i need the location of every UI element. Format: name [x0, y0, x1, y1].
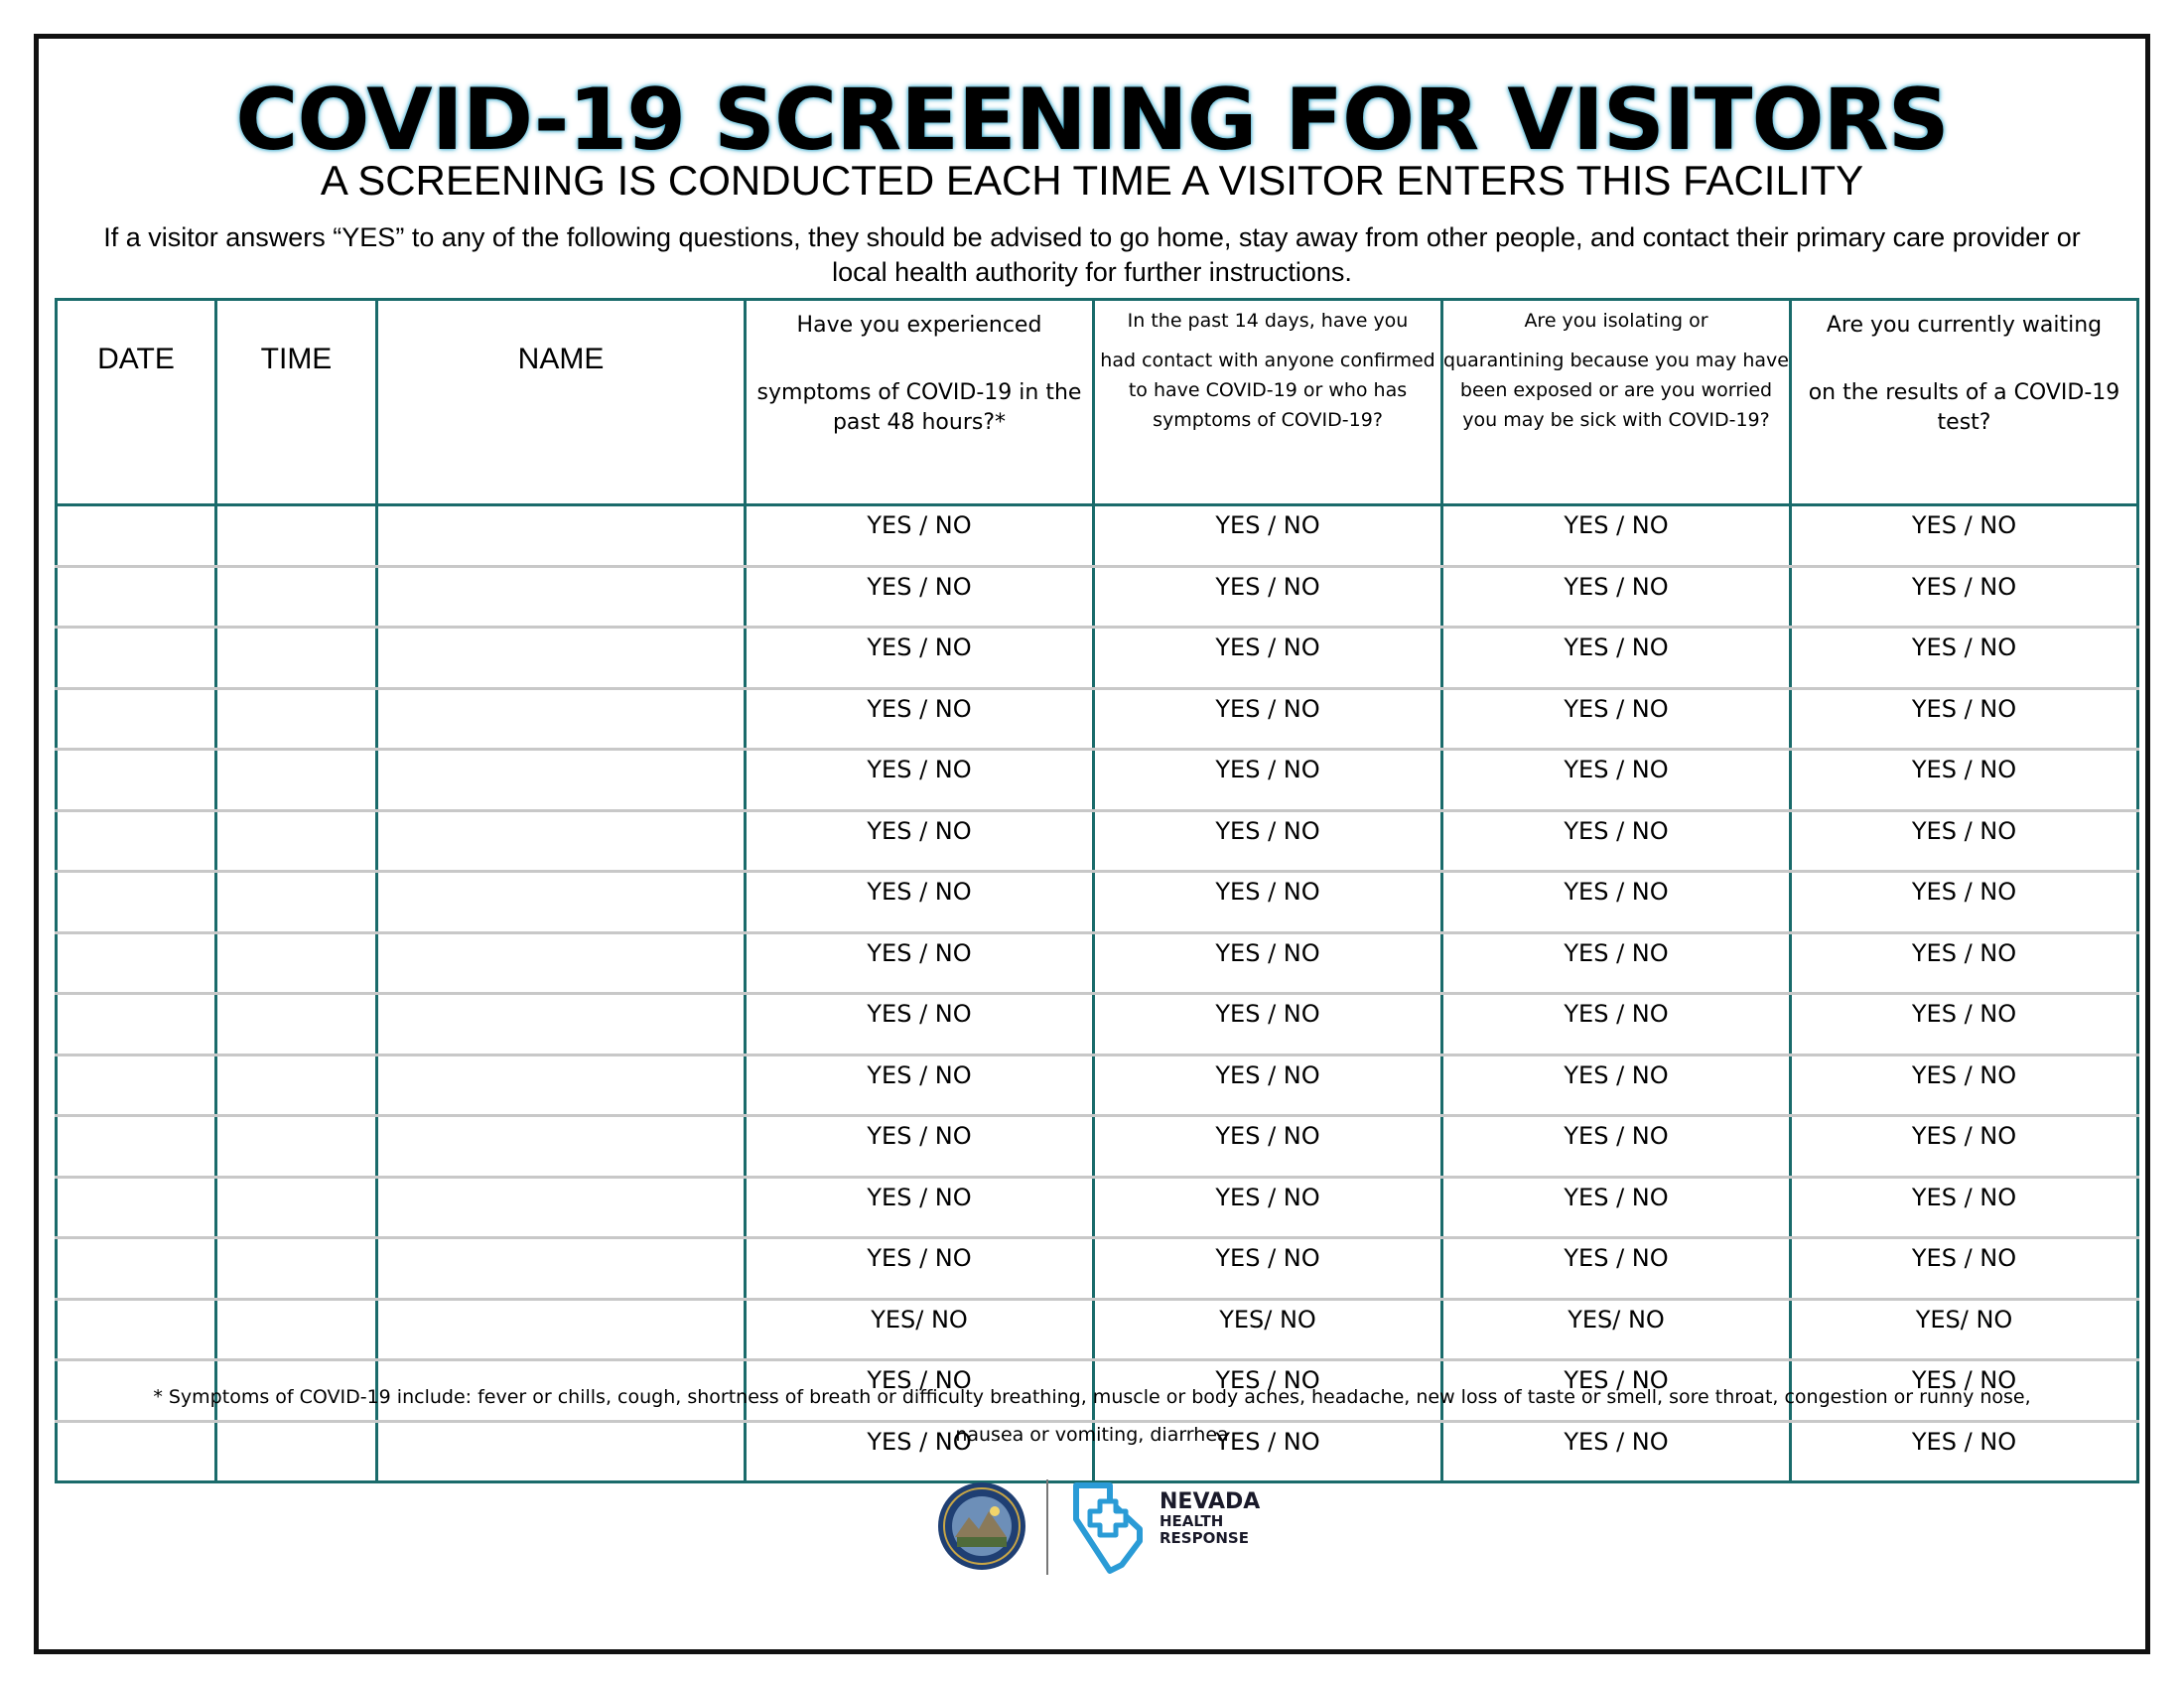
date-cell[interactable] — [57, 505, 216, 567]
yes-no-cell[interactable]: YES / NO — [1442, 688, 1791, 750]
yes-no-cell[interactable]: YES/ NO — [1094, 1299, 1442, 1360]
yes-no-cell[interactable]: YES / NO — [746, 1360, 1094, 1422]
yes-no-cell[interactable]: YES / NO — [746, 566, 1094, 628]
time-cell[interactable] — [216, 1177, 377, 1238]
time-cell[interactable] — [216, 505, 377, 567]
name-cell[interactable] — [377, 1177, 746, 1238]
yes-no-cell[interactable]: YES / NO — [746, 750, 1094, 811]
yes-no-cell[interactable]: YES / NO — [1442, 1360, 1791, 1422]
yes-no-cell[interactable]: YES / NO — [746, 505, 1094, 567]
table-row — [57, 994, 2138, 1055]
yes-no-cell[interactable]: YES / NO — [746, 872, 1094, 933]
yes-no-cell[interactable]: YES / NO — [1094, 505, 1442, 567]
yes-no-cell[interactable]: YES / NO — [746, 1116, 1094, 1178]
table-row — [57, 688, 2138, 750]
yes-no-cell[interactable]: YES / NO — [746, 810, 1094, 872]
name-cell[interactable] — [377, 1238, 746, 1300]
yes-no-cell[interactable]: YES/ NO — [746, 1299, 1094, 1360]
yes-no-cell[interactable]: YES / NO — [746, 994, 1094, 1055]
table-row — [57, 810, 2138, 872]
header-question-contact-line2: had contact with anyone confirmed to have COVID‐19 or who has symptoms of COVID‐19? — [1100, 350, 1435, 431]
date-cell[interactable] — [57, 872, 216, 933]
table-row — [57, 872, 2138, 933]
yes-no-cell[interactable]: YES / NO — [1094, 1177, 1442, 1238]
yes-no-cell[interactable]: YES / NO — [1791, 688, 2138, 750]
yes-no-cell[interactable]: YES / NO — [1094, 994, 1442, 1055]
yes-no-cell[interactable]: YES / NO — [1791, 750, 2138, 811]
table-row — [57, 750, 2138, 811]
yes-no-cell[interactable]: YES / NO — [1442, 872, 1791, 933]
date-cell[interactable] — [57, 932, 216, 994]
name-cell[interactable] — [377, 688, 746, 750]
yes-no-cell[interactable]: YES / NO — [1094, 1116, 1442, 1178]
name-cell[interactable] — [377, 1055, 746, 1116]
yes-no-cell[interactable]: YES / NO — [1442, 628, 1791, 689]
header-time: TIME — [216, 300, 377, 505]
header-question-contact — [1094, 300, 1442, 505]
yes-no-cell[interactable]: YES/ NO — [1442, 1299, 1791, 1360]
table-header-row — [57, 300, 2138, 505]
date-cell[interactable] — [57, 750, 216, 811]
time-cell[interactable] — [216, 566, 377, 628]
table-row — [57, 1116, 2138, 1178]
date-cell[interactable] — [57, 566, 216, 628]
yes-no-cell[interactable]: YES / NO — [1094, 1055, 1442, 1116]
header-question-symptoms-line2: symptoms of COVID‐19 in the past 48 hours?* — [756, 380, 1082, 435]
name-cell[interactable] — [377, 566, 746, 628]
yes-no-cell[interactable]: YES / NO — [746, 932, 1094, 994]
date-cell[interactable] — [57, 1238, 216, 1300]
yes-no-cell[interactable]: YES / NO — [1094, 566, 1442, 628]
yes-no-cell[interactable]: YES / NO — [1791, 1238, 2138, 1300]
logo-bar — [931, 1474, 1269, 1583]
nevada-health-cross-icon — [1070, 1479, 1146, 1575]
name-cell[interactable] — [377, 932, 746, 994]
table-row — [57, 1177, 2138, 1238]
yes-no-cell[interactable]: YES / NO — [1442, 994, 1791, 1055]
table-row — [57, 1238, 2138, 1300]
name-cell[interactable] — [377, 1116, 746, 1178]
time-cell[interactable] — [216, 1299, 377, 1360]
nevada-health-response-wordmark: NEVADA HEALTH RESPONSE — [1160, 1489, 1261, 1547]
time-cell[interactable] — [216, 810, 377, 872]
yes-no-cell[interactable]: YES / NO — [746, 628, 1094, 689]
yes-no-cell[interactable]: YES / NO — [1442, 1238, 1791, 1300]
name-cell[interactable] — [377, 750, 746, 811]
name-cell[interactable] — [377, 1299, 746, 1360]
header-question-test — [1791, 300, 2138, 505]
yes-no-cell[interactable]: YES/ NO — [1791, 1299, 2138, 1360]
yes-no-cell[interactable]: YES / NO — [1094, 1360, 1442, 1422]
date-cell[interactable] — [57, 810, 216, 872]
header-date: DATE — [57, 300, 216, 505]
yes-no-cell[interactable]: YES / NO — [1094, 1238, 1442, 1300]
footnote-line1: * Symptoms of COVID‐19 include: fever or chills, cough, shortness of breath or difficulty breathing, muscle or body aches, headache, new loss of taste or smell, sore throat, congestion or runny nose, — [153, 1386, 2031, 1408]
header-name: NAME — [377, 300, 746, 505]
header-question-isolating — [1442, 300, 1791, 505]
screening-table — [55, 298, 2139, 1483]
header-question-test-line2: on the results of a COVID‐19 test? — [1808, 380, 2120, 435]
name-cell[interactable] — [377, 810, 746, 872]
time-cell[interactable] — [216, 1116, 377, 1178]
symptoms-footnote — [94, 1378, 2090, 1454]
yes-no-cell[interactable]: YES / NO — [1094, 688, 1442, 750]
footnote-line2: nausea or vomiting, diarrhea — [955, 1424, 1229, 1446]
header-question-contact-line1: In the past 14 days, have you — [1127, 310, 1409, 332]
date-cell[interactable] — [57, 1055, 216, 1116]
header-question-symptoms-line1: Have you experienced — [796, 313, 1042, 338]
yes-no-cell[interactable]: YES / NO — [1094, 810, 1442, 872]
nevada-state-seal-icon — [937, 1481, 1026, 1571]
yes-no-cell[interactable]: YES / NO — [1791, 1055, 2138, 1116]
yes-no-cell[interactable]: YES / NO — [1442, 505, 1791, 567]
yes-no-cell[interactable]: YES / NO — [746, 1177, 1094, 1238]
header-question-isolating-line2: quarantining because you may have been exposed or are you worried you may be sick with COVID‐19? — [1443, 350, 1789, 431]
table-row — [57, 505, 2138, 567]
table-body — [57, 505, 2138, 1482]
yes-no-cell[interactable]: YES / NO — [746, 688, 1094, 750]
date-cell[interactable] — [57, 1177, 216, 1238]
name-cell[interactable] — [377, 628, 746, 689]
yes-no-cell[interactable]: YES / NO — [1094, 628, 1442, 689]
yes-no-cell[interactable]: YES / NO — [1791, 505, 2138, 567]
name-cell[interactable] — [377, 872, 746, 933]
yes-no-cell[interactable]: YES / NO — [1442, 1055, 1791, 1116]
yes-no-cell[interactable]: YES / NO — [1442, 1177, 1791, 1238]
date-cell[interactable] — [57, 994, 216, 1055]
name-cell[interactable] — [377, 994, 746, 1055]
page-subtitle: A SCREENING IS CONDUCTED EACH TIME A VISITOR ENTERS THIS FACILITY — [320, 157, 1864, 204]
table-row — [57, 1299, 2138, 1360]
time-cell[interactable] — [216, 872, 377, 933]
instructions-text: If a visitor answers “YES” to any of the following questions, they should be advised to go home, stay away from other people, and contact their primary care provider or local health authority for further instructions. — [103, 222, 2081, 287]
header-question-symptoms — [746, 300, 1094, 505]
yes-no-cell[interactable]: YES / NO — [1791, 810, 2138, 872]
name-cell[interactable] — [377, 505, 746, 567]
yes-no-cell[interactable]: YES / NO — [1791, 994, 2138, 1055]
yes-no-cell[interactable]: YES / NO — [1442, 1421, 1791, 1482]
logo-divider — [1046, 1479, 1048, 1575]
time-cell[interactable] — [216, 688, 377, 750]
date-cell[interactable] — [57, 1299, 216, 1360]
yes-no-cell[interactable]: YES / NO — [1094, 1421, 1442, 1482]
yes-no-cell[interactable]: YES / NO — [746, 1055, 1094, 1116]
yes-no-cell[interactable]: YES / NO — [1791, 628, 2138, 689]
yes-no-cell[interactable]: YES / NO — [1442, 566, 1791, 628]
time-cell[interactable] — [216, 750, 377, 811]
yes-no-cell[interactable]: YES / NO — [1094, 750, 1442, 811]
yes-no-cell[interactable]: YES / NO — [1791, 1116, 2138, 1178]
yes-no-cell[interactable]: YES / NO — [1442, 1116, 1791, 1178]
yes-no-cell[interactable]: YES / NO — [1791, 1360, 2138, 1422]
date-cell[interactable] — [57, 628, 216, 689]
time-cell[interactable] — [216, 994, 377, 1055]
table-row — [57, 566, 2138, 628]
yes-no-cell[interactable]: YES / NO — [1791, 872, 2138, 933]
date-cell[interactable] — [57, 688, 216, 750]
header-question-isolating-line1: Are you isolating or — [1524, 310, 1708, 332]
time-cell[interactable] — [216, 1238, 377, 1300]
header-question-test-line1: Are you currently waiting — [1826, 313, 2103, 338]
yes-no-cell[interactable]: YES / NO — [746, 1421, 1094, 1482]
time-cell[interactable] — [216, 932, 377, 994]
yes-no-cell[interactable]: YES / NO — [1791, 932, 2138, 994]
yes-no-cell[interactable]: YES / NO — [1791, 1421, 2138, 1482]
yes-no-cell[interactable]: YES / NO — [1442, 750, 1791, 811]
yes-no-cell[interactable]: YES / NO — [746, 1238, 1094, 1300]
yes-no-cell[interactable]: YES / NO — [1094, 872, 1442, 933]
yes-no-cell[interactable]: YES / NO — [1791, 1177, 2138, 1238]
yes-no-cell[interactable]: YES / NO — [1442, 932, 1791, 994]
page-title: COVID-19 SCREENING FOR VISITORS — [235, 70, 1949, 170]
yes-no-cell[interactable]: YES / NO — [1791, 566, 2138, 628]
yes-no-cell[interactable]: YES / NO — [1442, 810, 1791, 872]
time-cell[interactable] — [216, 628, 377, 689]
yes-no-cell[interactable]: YES / NO — [1094, 932, 1442, 994]
table-row — [57, 932, 2138, 994]
table-row — [57, 628, 2138, 689]
date-cell[interactable] — [57, 1116, 216, 1178]
table-row — [57, 1055, 2138, 1116]
time-cell[interactable] — [216, 1055, 377, 1116]
